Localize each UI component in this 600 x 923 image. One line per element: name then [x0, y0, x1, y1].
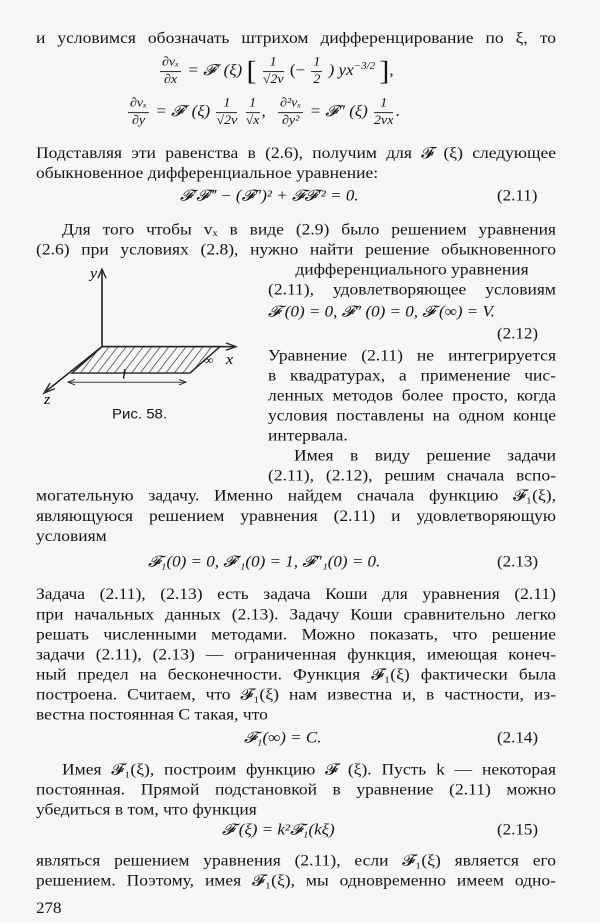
- text-line: при начальных данных (2.13). Задачу Коши сравнительно легко: [36, 604, 556, 623]
- text-line: Задача (2.11), (2.13) есть задача Коши для уравнения (2.11): [36, 584, 556, 603]
- text-line: и условимся обозначать штрихом дифференцирование по ξ, то: [36, 28, 556, 47]
- text-line: убедиться в том, что функция: [36, 799, 257, 819]
- equation-number: (2.13): [497, 552, 539, 571]
- fraction: $\frac{\text{∂vₓ}}{\partial x}$: [162, 55, 180, 87]
- equation-dvx-dy: $\frac{\text{∂vₓ}}{\partial y}$ = 𝓕′ (ξ) $\frac{1}{√2\nu}$ $\frac{1}{√x}$ , $\frac{\text{∂²vₓ}}{\text{∂y²}}$ = 𝓕″ (ξ) $\frac{1}{2\nu x}$ .: [130, 96, 400, 128]
- fraction: $\frac{1}{√x}$: [245, 96, 260, 128]
- equation-number: (2.11): [497, 186, 538, 205]
- text-line: Подставляя эти равенства в (2.6), получим для 𝓕 (ξ) следующее: [36, 143, 556, 162]
- text-line: ный предел на бесконечности. Функция 𝓕₁(ξ) фактически была: [36, 664, 556, 684]
- text-line: являющуюся решением уравнения (2.11) и удовлетворяющую: [36, 506, 556, 525]
- text-line: Для того чтобы vₓ в виде (2.9) было решением уравнения: [62, 219, 556, 239]
- fraction: $\frac{1}{√2\nu}$: [216, 96, 238, 128]
- figure-58: [30, 260, 255, 410]
- equation-number: (2.12): [497, 324, 539, 343]
- fraction: $\frac{1}{2}$: [313, 55, 321, 87]
- text-line: (2.6) при условиях (2.8), нужно найти решение обыкновенного: [36, 239, 556, 259]
- text-line: интервала.: [268, 425, 348, 445]
- text-line: являться решением уравнения (2.11), если 𝓕₁(ξ) является его: [36, 850, 556, 870]
- text-line: вестна постоянная C такая, что: [36, 705, 268, 724]
- text-line: постоянная. Прямой подстановкой в уравнение (2.11) можно: [36, 779, 556, 799]
- text-line: построена. Считаем, что 𝓕₁(ξ) нам известна и, в частности, из-: [36, 684, 556, 704]
- equation-number: (2.15): [497, 820, 539, 839]
- text-line: (2.11), удовлетворяющее условиям: [268, 280, 556, 299]
- text-line: задачи (2.11), (2.13) — ограниченная функция, имеющая конеч-: [36, 644, 556, 664]
- equation-number: (2.14): [497, 728, 539, 747]
- page-number: 278: [36, 899, 62, 917]
- text-line: (2.11), (2.12), решим сначала вспо-: [268, 466, 556, 485]
- text-line: условия поставлены на одном конце: [268, 405, 556, 425]
- width-label: ∞: [204, 353, 214, 367]
- fraction: $\frac{1}{2\nu x}$: [374, 96, 394, 128]
- equation-2-15: 𝓕 (ξ) = k²𝓕₁(kξ): [222, 820, 335, 839]
- fraction: $\frac{\text{∂vₓ}}{\partial y}$: [130, 96, 148, 128]
- text-line: ленных методов более просто, когда: [268, 385, 556, 405]
- text-line: решением. Поэтому, имея 𝓕₁(ξ), мы одновременно имеем одно-: [36, 871, 556, 890]
- text-line: Уравнение (2.11) не интегрируется: [268, 345, 556, 364]
- equation-dvx-dx: $\frac{\text{∂vₓ}}{\partial x}$ = 𝓕′ (ξ) [ $\frac{1}{√2\nu}$ (− $\frac{1}{2}$ ) $yx^{-3/2}$ ],: [162, 55, 394, 87]
- text-line: дифференциального уравнения: [295, 259, 529, 279]
- text-line: обыкновенное дифференциальное уравнение:: [36, 163, 379, 182]
- text-line: Имея 𝓕₁(ξ), построим функцию 𝓕 (ξ). Пусть k — некоторая: [62, 759, 556, 779]
- x-axis-label: x: [226, 351, 234, 368]
- z-axis-label: z: [44, 391, 51, 408]
- length-label: l: [122, 367, 127, 383]
- figure-caption: Рис. 58.: [112, 406, 168, 423]
- fraction: $\frac{1}{√2\nu}$: [262, 55, 284, 87]
- text-line: условиям: [36, 526, 107, 545]
- hatched-plate: [72, 347, 220, 373]
- equation-2-14: 𝓕₁(∞) = C.: [244, 728, 322, 747]
- text-line: решать численными методами. Можно показать, что решение: [36, 624, 556, 644]
- fraction: $\frac{\text{∂²vₓ}}{\text{∂y²}}$: [280, 96, 302, 128]
- equation-2-11: 𝓕′𝓕‴ − (𝓕″)² + 𝓕𝓕′² = 0.: [180, 186, 359, 205]
- text-line: Имея в виду решение задачи: [294, 446, 556, 465]
- text-line: могательную задачу. Именно найдем сначала функцию 𝓕₁(ξ),: [36, 486, 556, 505]
- y-axis-label: y: [90, 265, 98, 283]
- equation-2-12: 𝓕 (0) = 0, 𝓕″ (0) = 0, 𝓕 (∞) = V.: [268, 302, 495, 321]
- equation-2-13: 𝓕₁(0) = 0, 𝓕′₁(0) = 1, 𝓕″₁(0) = 0.: [148, 552, 381, 571]
- text-line: в квадратурах, а применение чис-: [268, 365, 556, 384]
